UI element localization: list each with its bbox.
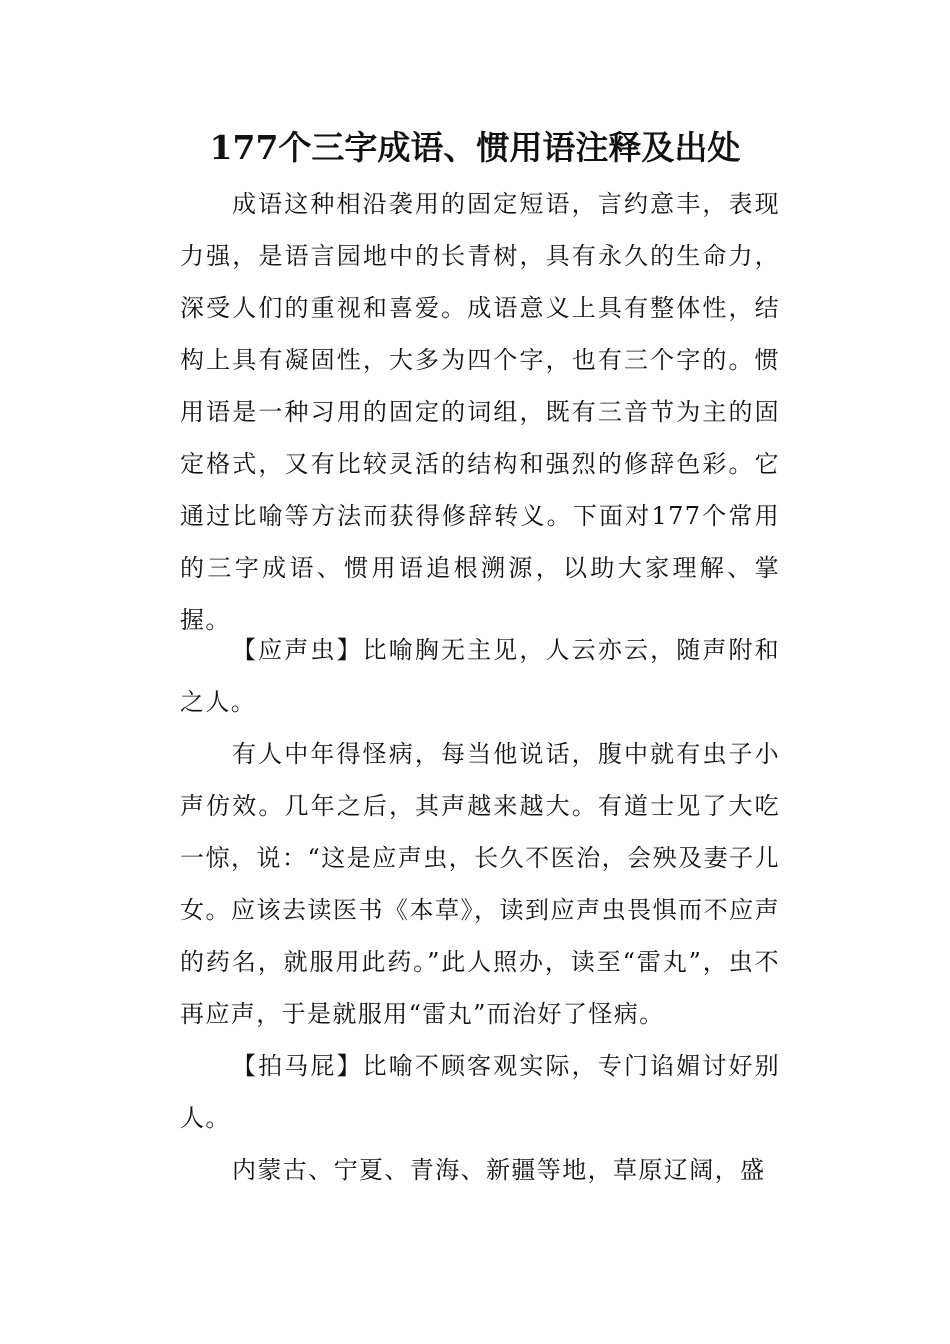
entry-story-yingshengchong: 有人中年得怪病，每当他说话，腹中就有虫子小声仿效。几年之后，其声越来越大。有道士见了大吃一惊，说：“这是应声虫，长久不医治，会殃及妻子儿女。应该去读医书《本草》，读到应声虫畏惧而不应声的药名，就服用此药。”此人照办，读至“雷丸”，虫不再应声，于是就服用“雷丸”而治好了怪病。 [180,740,780,1028]
entry-definition-yingshengchong: 【应声虫】比喻胸无主见，人云亦云，随声附和之人。 [180,636,780,716]
intro-paragraph: 成语这种相沿袭用的固定短语，言约意丰，表现力强，是语言园地中的长青树，具有永久的生命力，深受人们的重视和喜爱。成语意义上具有整体性，结构上具有凝固性，大多为四个字，也有三个字的。惯用语是一种习用的固定的词组，既有三音节为主的固定格式，又有比较灵活的结构和强烈的修辞色彩。它通过比喻等方法而获得修辞转义。下面对177个常用的三字成语、惯用语追根溯源，以助大家理解、掌握。 [180,190,780,634]
entry-story-paimapi: 内蒙古、宁夏、青海、新疆等地，草原辽阔，盛 [232,1156,766,1184]
entry-definition-paimapi: 【拍马屁】比喻不顾客观实际，专门谄媚讨好别人。 [180,1052,780,1132]
intro-section [180,178,780,646]
document-title: 177个三字成语、惯用语注释及出处 [209,128,741,167]
idiom-entries [180,624,780,1196]
